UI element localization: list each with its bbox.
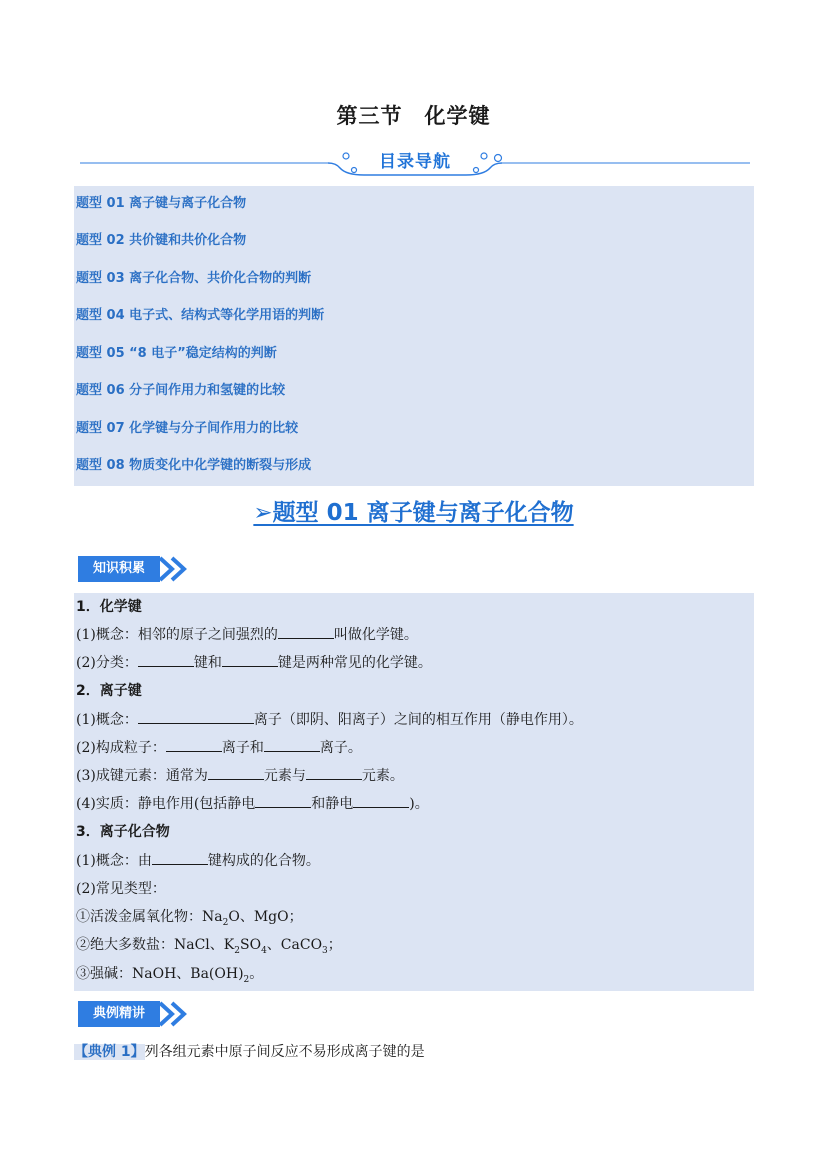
knowledge-box [74,593,754,991]
nav-banner [78,142,752,184]
knowledge-heading: 1．化学键 [76,599,142,615]
knowledge-line: (2)常见类型： [76,881,166,897]
blank [353,793,409,808]
toc-item[interactable]: 题型 02 共价键和共价化合物 [76,233,247,248]
knowledge-heading: 2．离子键 [76,683,142,699]
blank [264,737,320,752]
nav-title: 目录导航 [379,152,451,172]
toc-item[interactable]: 题型 01 离子键与离子化合物 [76,196,247,211]
example-label: 【典例 1】 [74,1044,145,1060]
table-of-contents [74,186,754,486]
blank [208,765,264,780]
toc-item[interactable]: 题型 08 物质变化中化学键的断裂与形成 [76,458,312,473]
example-tag-label: 典例精讲 [78,1001,160,1027]
knowledge-line: (1)概念： 离子（即阴、阳离子）之间的相互作用（静电作用）。 [76,709,583,729]
toc-item[interactable]: 题型 05 “8 电子”稳定结构的判断 [76,346,277,361]
example-question [74,1041,425,1061]
section-heading: ➢题型 01 离子键与离子化合物 [253,500,574,526]
page-title: 第三节 化学键 [336,104,491,128]
toc-item[interactable]: 题型 04 电子式、结构式等化学用语的判断 [76,308,325,323]
knowledge-heading: 3．离子化合物 [76,824,170,840]
example-text: 列各组元素中原子间反应不易形成离子键的是 [144,1044,425,1060]
blank [255,793,311,808]
knowledge-line: (2)分类： 键和 键是两种常见的化学键。 [76,652,432,672]
knowledge-line: (4)实质：静电作用(包括静电 和静电 )。 [76,793,429,813]
double-chevron-icon [158,556,192,582]
blank [138,652,194,667]
knowledge-line: ③强碱：NaOH、$Ba(OH)_2$。 [76,966,264,985]
knowledge-line: (3)成键元素：通常为 元素与 元素。 [76,765,404,785]
blank [306,765,362,780]
double-chevron-icon [158,1001,192,1027]
blank [222,652,278,667]
knowledge-line: ①活泼金属氧化物：$Na_2O$、MgO； [76,909,303,928]
knowledge-line: ②绝大多数盐：NaCl、$K_2SO_4$、CaCO$_3$； [76,937,342,956]
knowledge-line: (1)概念：相邻的原子之间强烈的 叫做化学键。 [76,624,418,644]
toc-item[interactable]: 题型 03 离子化合物、共价化合物的判断 [76,271,312,286]
blank [138,709,254,724]
blank [278,624,334,639]
blank [152,850,208,865]
knowledge-tag-label: 知识积累 [78,556,160,582]
toc-item[interactable]: 题型 06 分子间作用力和氢键的比较 [76,383,286,398]
knowledge-line: (2)构成粒子： 离子和 离子。 [76,737,362,757]
blank [166,737,222,752]
toc-item[interactable]: 题型 07 化学键与分子间作用力的比较 [76,421,299,436]
knowledge-line: (1)概念：由 键构成的化合物。 [76,850,320,870]
